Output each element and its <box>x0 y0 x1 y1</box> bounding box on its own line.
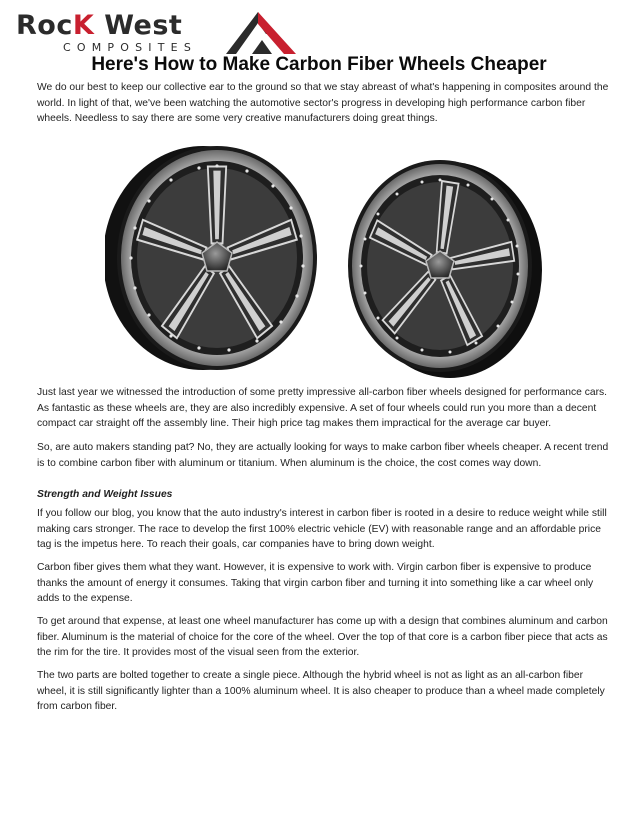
carbon-fiber-wheels-image <box>105 138 555 378</box>
logo-subtitle: COMPOSITES <box>63 41 197 54</box>
body-paragraph: So, are auto makers standing pat? No, they are actually looking for ways to make carbon fiber wheels cheaper. A recent trend is to combine carbon fiber with aluminum or titanium. When aluminum is the choice, the cost comes way down. <box>37 442 609 469</box>
section-paragraph: If you follow our blog, you know that the auto industry's interest in carbon fiber is rooted in a desire to reduce weight while still making cars stronger. The race to develop the first 100% electric vehicle (EV) with reasonable range and an affordable price tag is the impetus here. To reach their goals, car companies have to bring down weight. <box>37 508 607 550</box>
logo-word-rock: Roc <box>16 10 73 41</box>
wheel-right <box>348 160 542 378</box>
logo-word-west: West <box>94 10 183 41</box>
intro-paragraph: We do our best to keep our collective ear to the ground so that we stay abreast of what's happening in composites around the world. In light of that, we've been watching the automotive sector's progress in developing high performance carbon fiber wheels. Needless to say there are some very creative manufacturers doing great things. <box>37 82 609 124</box>
mountain-logo-icon <box>222 8 300 56</box>
section-paragraph: Carbon fiber gives them what they want. However, it is expensive to work with. Virgin carbon fiber is expensive to produce thanks the amount of energy it consumes. Taking that virgin carbon fiber and turning it into something like a car wheel only adds to the expense. <box>37 562 594 604</box>
logo-wordmark <box>16 10 182 41</box>
body-paragraph: Just last year we witnessed the introduction of some pretty impressive all-carbon fiber wheels designed for performance cars. As fantastic as these wheels are, they are also incredibly expensive. A set of four wheels could run you more than a decent compact car straight off the assembly line. Their high price tag makes them impractical for the average car buyer. <box>37 387 608 429</box>
section-paragraph: To get around that expense, at least one wheel manufacturer has come up with a design that combines aluminum and carbon fiber. Aluminum is the material of choice for the core of the wheel. Over the top of that core is a carbon fiber piece that acts as the rim for the tire. It provides most of the visual seen from the exterior. <box>37 616 608 658</box>
company-logo <box>16 8 316 58</box>
logo-accent-letter: K <box>72 10 95 41</box>
page-title: Here's How to Make Carbon Fiber Wheels Cheaper <box>91 54 547 75</box>
section-heading: Strength and Weight Issues <box>37 489 173 500</box>
wheel-left <box>105 146 317 370</box>
section-paragraph: The two parts are bolted together to create a single piece. Although the hybrid wheel is not as light as an all-carbon fiber wheel, it is still significantly lighter than a 100% aluminum wheel. It is also cheaper to produce than a wheel made completely from carbon fiber. <box>37 670 605 712</box>
